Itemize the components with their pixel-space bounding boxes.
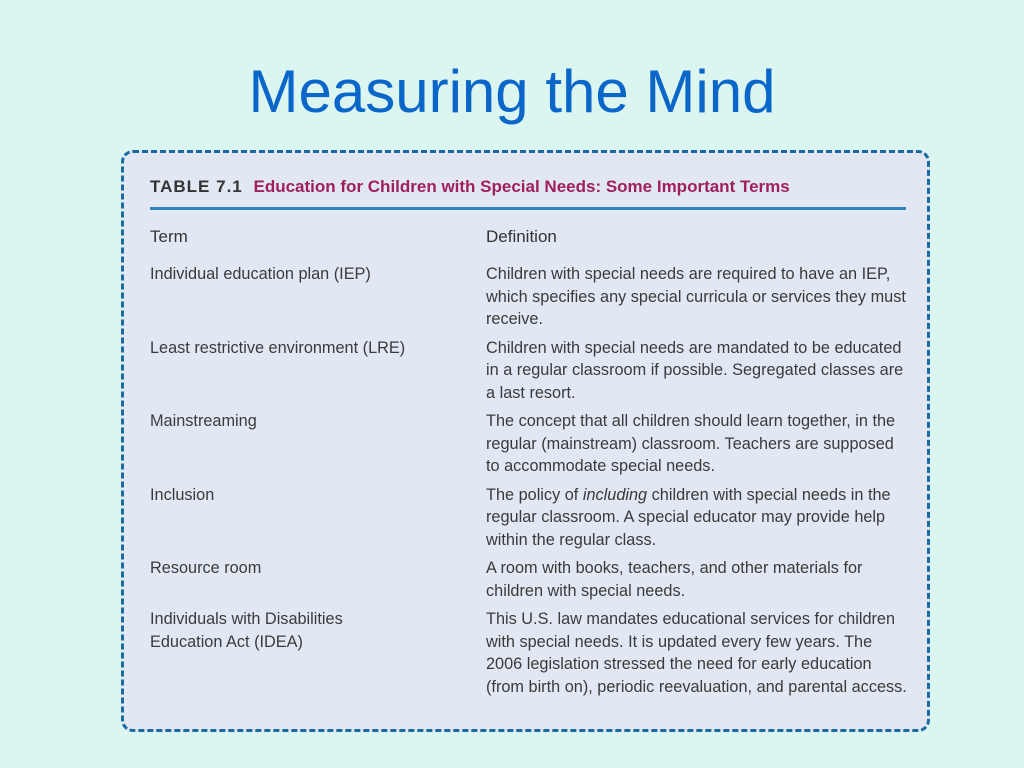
term-cell: Individuals with Disabilities Education Act (IDEA) — [150, 610, 343, 651]
table-row — [150, 608, 910, 698]
table-card — [121, 150, 930, 732]
term-cell: Inclusion — [150, 485, 215, 504]
definition-cell: Children with special needs are required to have an IEP, which specifies any special curricula or services they must receive. — [486, 265, 906, 328]
table-row — [150, 337, 910, 405]
definition-cell — [486, 484, 910, 552]
header-term: Term — [150, 227, 188, 246]
definition-cell: A room with books, teachers, and other materials for children with special needs. — [486, 559, 863, 600]
term-cell: Least restrictive environment (LRE) — [150, 338, 406, 357]
definition-cell: Children with special needs are mandated to be educated in a regular classroom if possible. Segregated classes are a last resort. — [486, 338, 904, 402]
definition-text: children with special needs in the regular classroom. A special educator may provide help within the regular class. — [486, 485, 891, 549]
table-row — [150, 557, 910, 602]
caption-rule — [150, 207, 906, 210]
header-definition: Definition — [486, 227, 557, 246]
term-cell: Mainstreaming — [150, 412, 257, 430]
table-row — [150, 484, 910, 552]
table-caption — [150, 177, 790, 197]
definition-text: The policy of — [486, 485, 583, 504]
table-label: TABLE 7.1 — [150, 177, 243, 196]
slide-title: Measuring the Mind — [248, 58, 776, 125]
definition-emphasis: including — [582, 485, 648, 504]
table-body — [150, 263, 910, 704]
table-title: Education for Children with Special Needs: Some Important Terms — [253, 177, 790, 196]
table-row — [150, 410, 910, 478]
term-cell: Resource room — [150, 559, 262, 577]
definition-cell: The concept that all children should learn together, in the regular (mainstream) classroom. Teachers are supposed to accommodate special needs. — [486, 412, 896, 475]
table-row — [150, 263, 910, 331]
term-cell: Individual education plan (IEP) — [150, 265, 371, 283]
definition-cell: This U.S. law mandates educational services for children with special needs. It is updated every few years. The 2006 legislation stressed the need for early education (from birth on), periodic reevaluation, and parental access. — [486, 610, 907, 696]
